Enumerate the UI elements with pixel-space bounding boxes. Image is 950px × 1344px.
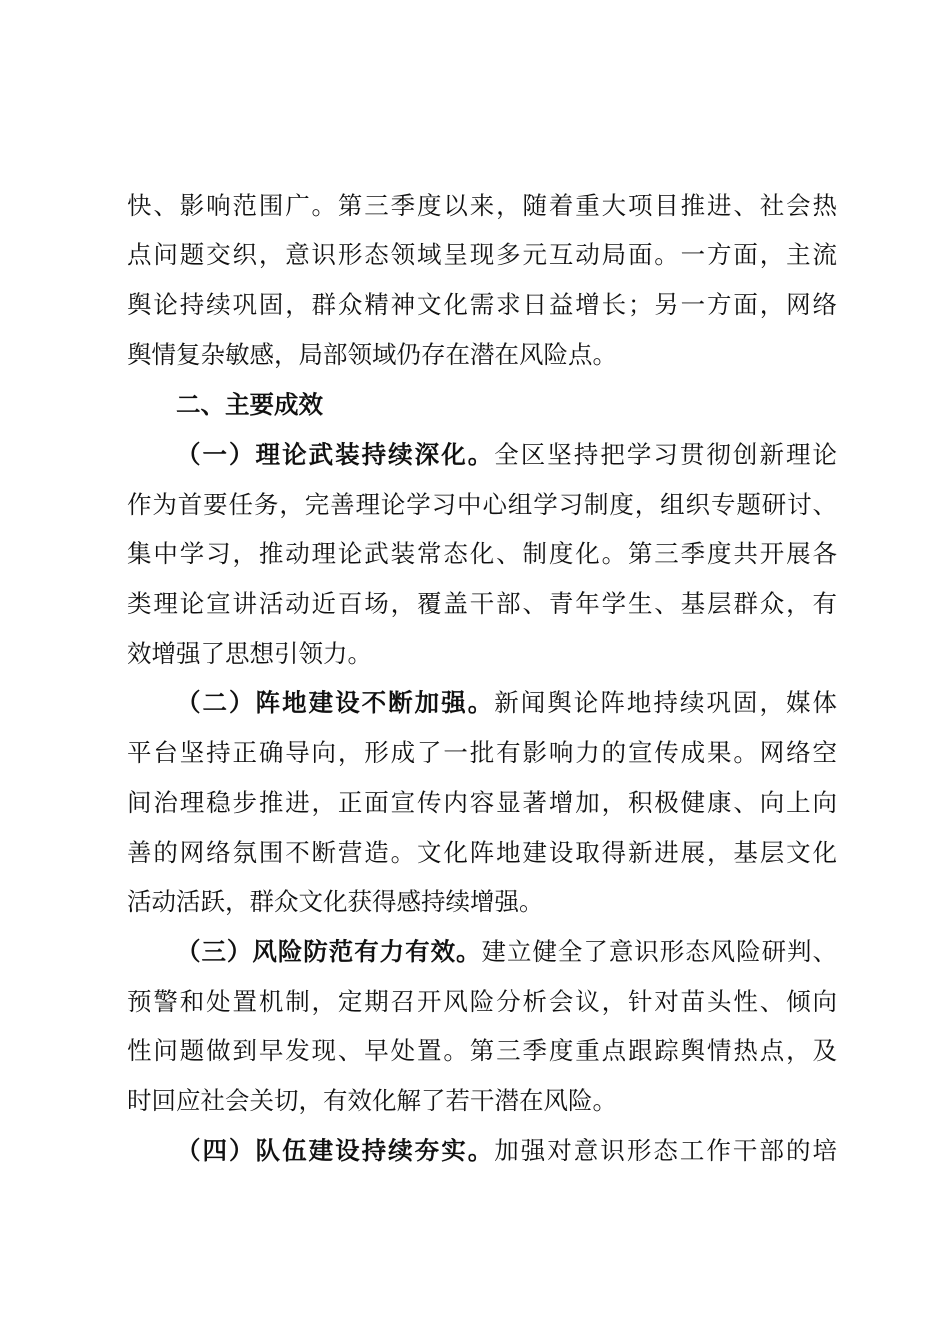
- section-4-first-line: [176, 1136, 837, 1166]
- section-1-lead: （一）理论武装持续深化。: [176, 440, 495, 469]
- intro-line-1: 快、影响范围广。第三季度以来，随着重大项目推进、社会热: [127, 191, 837, 220]
- section-2-first-line-text: 新闻舆论阵地持续巩固，媒体: [494, 688, 837, 717]
- section-3-line: 时回应社会关切，有效化解了若干潜在风险。: [127, 1086, 617, 1115]
- intro-line-2: 点问题交织，意识形态领域呈现多元互动局面。一方面，主流: [127, 240, 837, 269]
- section-4-first-line-text: 加强对意识形态工作干部的培: [494, 1136, 837, 1165]
- section-3-line: 预警和处置机制，定期召开风险分析会议，针对苗头性、倾向: [127, 987, 837, 1016]
- section-3-first-line: [176, 937, 837, 967]
- section-3-first-line-text: 建立健全了意识形态风险研判、: [481, 937, 838, 966]
- section-2-first-line: [176, 688, 837, 718]
- section-2-line: 平台坚持正确导向，形成了一批有影响力的宣传成果。网络空: [127, 738, 837, 767]
- section-3-lead: （三）风险防范有力有效。: [176, 937, 482, 966]
- section-2-line: 活动活跃，群众文化获得感持续增强。: [127, 887, 544, 916]
- section-heading: 二、主要成效: [176, 390, 323, 419]
- intro-line-4: 舆情复杂敏感，局部领域仍存在潜在风险点。: [127, 340, 617, 369]
- section-1-line: 类理论宣讲活动近百场，覆盖干部、青年学生、基层群众，有: [127, 589, 837, 618]
- intro-line-3: 舆论持续巩固，群众精神文化需求日益增长；另一方面，网络: [127, 290, 837, 319]
- section-1-line: 效增强了思想引领力。: [127, 639, 372, 668]
- section-2-line: 善的网络氛围不断营造。文化阵地建设取得新进展，基层文化: [127, 838, 837, 867]
- section-1-line: 作为首要任务，完善理论学习中心组学习制度，组织专题研讨、: [127, 490, 837, 519]
- section-1-first-line-text: 全区坚持把学习贯彻创新理论: [494, 440, 837, 469]
- section-4-lead: （四）队伍建设持续夯实。: [176, 1136, 495, 1165]
- section-3-line: 性问题做到早发现、早处置。第三季度重点跟踪舆情热点，及: [127, 1036, 837, 1065]
- section-2-lead: （二）阵地建设不断加强。: [176, 688, 495, 717]
- section-2-line: 间治理稳步推进，正面宣传内容显著增加，积极健康、向上向: [127, 788, 837, 817]
- section-1-first-line: [176, 440, 837, 470]
- section-1-line: 集中学习，推动理论武装常态化、制度化。第三季度共开展各: [127, 539, 837, 568]
